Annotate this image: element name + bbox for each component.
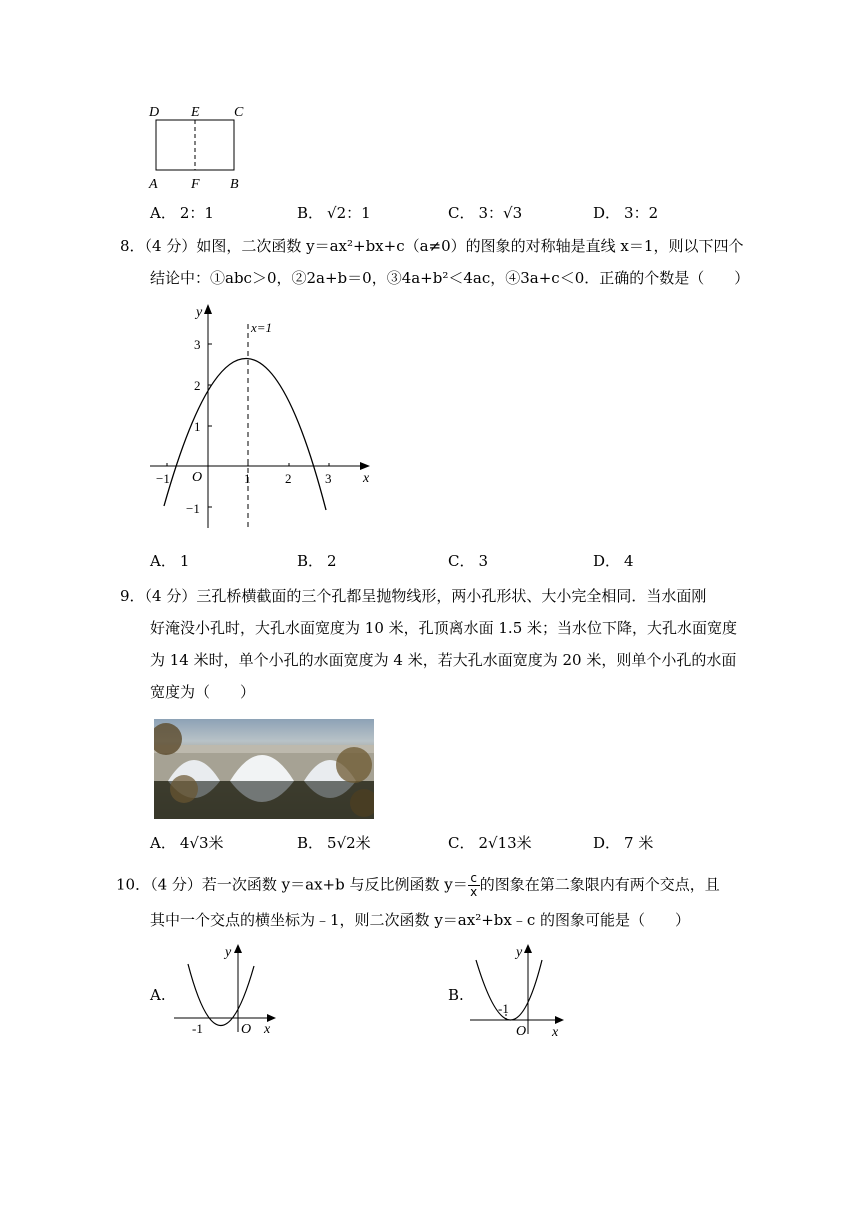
q10-text-line2: 其中一个交点的横坐标为﹣1，则二次函数 y＝ax²+bx﹣c 的图象可能是（ ）: [150, 911, 691, 929]
rectangle-figure: [140, 102, 260, 194]
q8-text-line1: 8．（4 分）如图，二次函数 y＝ax²+bx+c（a≠0）的图象的对称轴是直线 x＝1，则以下四个: [120, 237, 744, 255]
q10-option-a-graph[interactable]: [170, 940, 280, 1036]
axis-y-label: y: [196, 305, 203, 320]
q10-text-line1: [116, 872, 720, 899]
axis-x-label: x: [363, 471, 370, 486]
graph-b-origin: O: [516, 1024, 527, 1036]
q7-option-c[interactable]: C． 3：√3: [448, 204, 523, 222]
tick-x-1: 1: [244, 471, 251, 486]
tick-x-2: 2: [285, 471, 292, 486]
graph-b-x-label: x: [552, 1025, 559, 1036]
tick-x-3: 3: [325, 471, 332, 486]
tick-y-1: 1: [194, 419, 201, 434]
q10-option-b-graph[interactable]: [466, 940, 576, 1036]
q10-text-line1-start: 10．（4 分）若一次函数 y＝ax+b 与反比例函数 y＝: [116, 875, 468, 894]
label-B: B: [230, 177, 239, 192]
q7-option-b[interactable]: B． √2：1: [297, 204, 371, 222]
q10-option-b-label[interactable]: B.: [448, 986, 464, 1004]
label-E: E: [191, 105, 200, 120]
graph-a-minus1: -1: [192, 1021, 203, 1036]
q9-text-line1: 9．（4 分）三孔桥横截面的三个孔都呈抛物线形，两小孔形状、大小完全相同．当水面刚: [120, 587, 707, 605]
label-C: C: [234, 105, 244, 120]
q8-option-a[interactable]: A． 1: [150, 552, 190, 570]
graph-a-x-label: x: [264, 1022, 271, 1036]
graph-b-minus1: -1: [498, 1001, 509, 1016]
q8-option-d[interactable]: D． 4: [593, 552, 634, 570]
q10-text-line1-end: 的图象在第二象限内有两个交点，且: [479, 875, 720, 894]
tick-x-neg1: −1: [156, 471, 170, 486]
q9-text-line3: 为 14 米时，单个小孔的水面宽度为 4 米，若大孔水面宽度为 20 米，则单个小孔的水面: [150, 651, 737, 669]
q7-option-a[interactable]: A． 2：1: [150, 204, 214, 222]
label-D: D: [149, 105, 160, 120]
q9-option-d[interactable]: D． 7 米: [593, 834, 654, 852]
fraction-denominator: x: [470, 885, 478, 899]
symmetry-label: x=1: [251, 320, 273, 335]
q8-option-b[interactable]: B． 2: [297, 552, 337, 570]
q9-text-line4: 宽度为（ ）: [150, 683, 256, 701]
q10-option-a-label[interactable]: A.: [150, 986, 166, 1004]
tick-y-2: 2: [194, 378, 201, 393]
q7-option-d[interactable]: D． 3：2: [593, 204, 659, 222]
graph-a-y-label: y: [225, 945, 232, 960]
q8-option-c[interactable]: C． 3: [448, 552, 489, 570]
q9-text-line2: 好淹没小孔时，大孔水面宽度为 10 米，孔顶离水面 1.5 米；当水位下降，大孔水面宽度: [150, 619, 738, 637]
label-A: A: [149, 177, 158, 192]
q8-text-line2: 结论中：①abc＞0，②2a+b＝0，③4a+b²＜4ac，④3a+c＜0．正确的个数是（ ）: [150, 269, 750, 287]
tick-y-3: 3: [194, 337, 201, 352]
fraction-numerator: c: [468, 872, 480, 886]
q9-option-c[interactable]: C． 2√13米: [448, 834, 532, 852]
tick-y-neg1: −1: [186, 501, 200, 516]
bridge-photo: [154, 719, 374, 819]
fraction-c-over-x: [468, 872, 480, 899]
graph-a-origin: O: [241, 1022, 252, 1036]
label-F: F: [191, 177, 200, 192]
origin-label: O: [192, 470, 203, 485]
parabola-graph: [140, 300, 380, 532]
graph-b-y-label: y: [516, 945, 523, 960]
q9-option-a[interactable]: A． 4√3米: [150, 834, 224, 852]
q9-option-b[interactable]: B． 5√2米: [297, 834, 371, 852]
